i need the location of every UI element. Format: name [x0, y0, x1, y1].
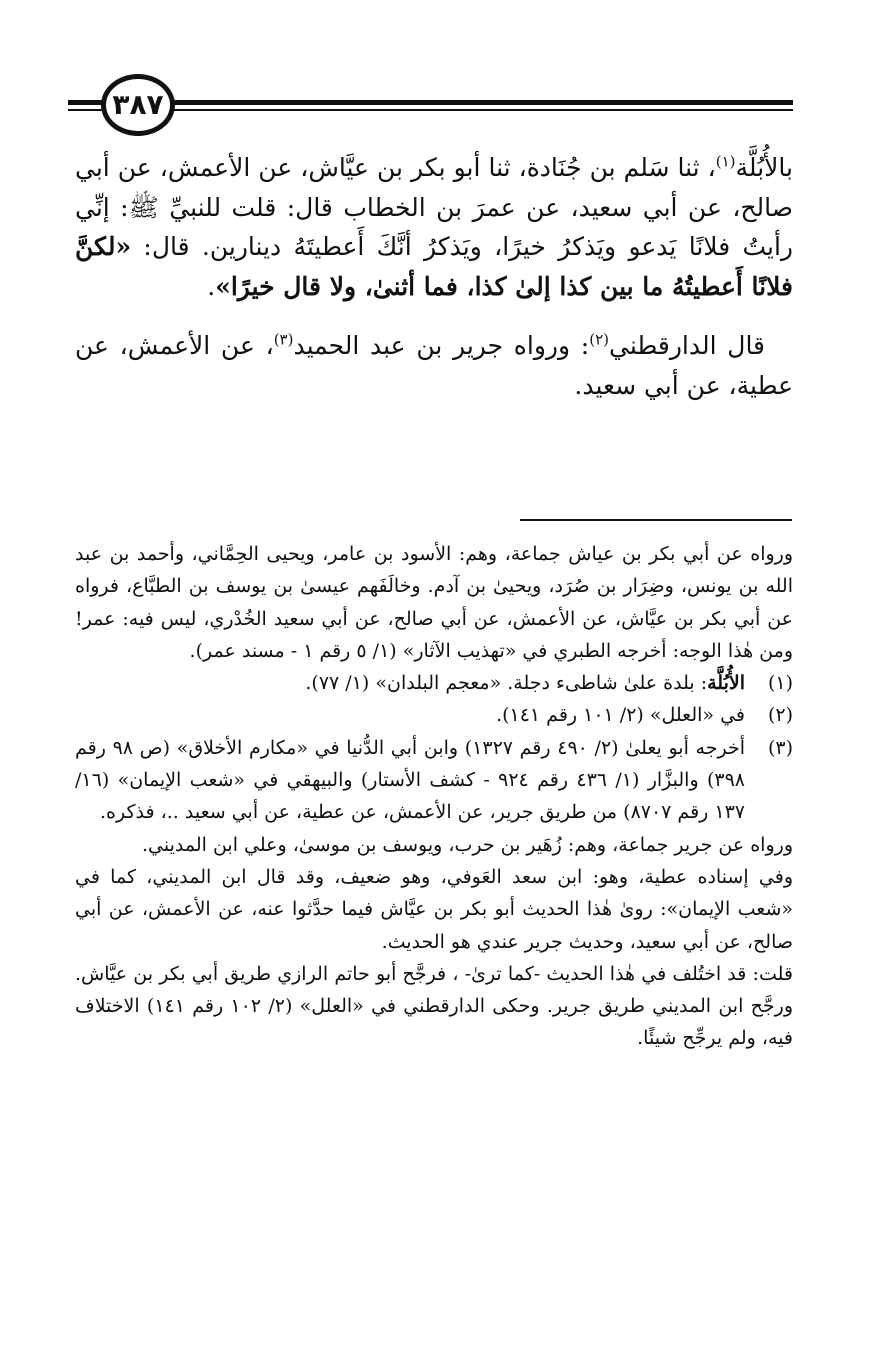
main-text-end: . [207, 271, 216, 301]
footnote-paragraph: وفي إسناده عطية، وهو: ابن سعد العَوفي، وهو ضعيف، وقد قال ابن المديني، كما في «شعب الإيمان»: روىٰ هٰذا الحديث أبو بكر بن عيَّاش فيما حدَّثوا عنه، عن الأعمش، عن أبي صالح، عن أبي سعيد، وحديث جرير عندي هو الحديث. [75, 865, 793, 953]
footnote-paragraph: قلت: قد اختُلف في هٰذا الحديث -كما ترىٰ- ، فرجَّح أبو حاتم الرازي طريق أبي بكر بن عيَّاش. ورجَّح ابن المديني طريق جرير. وحكى الدارقطني في «العلل» (٢/ ١٠٢ رقم ١٤١) الاختلاف فيه، ولم يرجِّح شيئًا. [75, 962, 794, 1050]
main-paragraph-1 [75, 148, 793, 306]
main-paragraph-2 [75, 326, 793, 405]
main-text [75, 148, 793, 405]
footnote-ref-2: (٢) [589, 330, 609, 349]
footnote-1 [75, 667, 793, 699]
footnote-term: الأُبُلَّة [707, 672, 745, 695]
footnote-separator [520, 519, 792, 521]
main-text-segment: ، ثنا سَلم بن جُنَادة، ثنا أبو بكر بن عيَّاش، عن الأعمش، عن أبي صالح، عن أبي سعيد، عن عمرَ بن الخطاب قال: قلت للنبيِّ ﷺ: إنِّي رأيتُ فلانًا يَدعو ويَذكرُ خيرًا، ويَذكرُ أنَّكَ أَعطيتَهُ دينارين. قال: [75, 153, 793, 261]
footnote-ref-1: (١) [715, 152, 736, 171]
main-text-segment: ، عن الأعمش، عن عطية، عن أبي سعيد. [75, 331, 793, 400]
main-text-segment: بالأُبُلَّة [735, 153, 793, 182]
footnotes-section [75, 538, 793, 1055]
footnote-body [75, 667, 745, 699]
header-rule-thick [68, 100, 793, 105]
main-text-segment: قال الدارقطني [609, 331, 766, 360]
footnote-continuation: ورواه عن أبي بكر بن عياش جماعة، وهم: الأسود بن عامر، ويحيى الحِمَّاني، وأحمد بن عبد الله بن يونس، وضِرَار بن صُرَد، ويحيىٰ بن آدم. وخالَفَهم عيسىٰ بن يوسف بن الطبَّاع، فرواه عن أبي بكر بن عيَّاش، عن الأعمش، عن أبي صالح، عن أبي سعيد الخُدْري، ليس فيه: عمر! ومن هٰذا الوجه: أخرجه الطبري في «تهذيب الآثار» (١/ ٥ رقم ١ - مسند عمر). [75, 543, 793, 662]
page-number: ٣٨٧ [112, 88, 164, 121]
footnote-text: أخرجه أبو يعلىٰ (٢/ ٤٩٠ رقم ١٣٢٧) وابن أبي الدُّنيا في «مكارم الأخلاق» (ص ٩٨ رقم ٣٩٨) والبزَّار (١/ ٤٣٦ رقم ٩٢٤ - كشف الأستار) والبيهقي في «شعب الإيمان» (١٦/ ١٣٧ رقم ٨٧٠٧) من طريق جرير، عن الأعمش، عن عطية، عن أبي سعيد ..، فذكره. [75, 736, 745, 824]
main-text-segment: : ورواه جرير بن عبد الحميد [293, 331, 590, 360]
footnote-2 [75, 699, 793, 731]
page-number-badge [101, 74, 175, 136]
footnote-paragraph: ورواه عن جرير جماعة، وهم: زُهَير بن حرب، ويوسف بن موسىٰ، وعلي ابن المديني. [142, 833, 793, 856]
header-rule-thin [68, 109, 793, 111]
footnote-number: (١) [767, 672, 793, 695]
footnote-ref-3: (٣) [273, 330, 294, 349]
hadith-quote: «لكنَّ فلانًا أَعطيتُهُ ما بين كذا إلىٰ كذا، فما أثنىٰ، ولا قال خيرًا» [75, 232, 793, 301]
footnote-number: (٢) [767, 704, 793, 727]
footnote-text: في «العلل» (٢/ ١٠١ رقم ١٤١). [496, 704, 745, 727]
footnote-3 [75, 732, 793, 829]
footnote-text: : بلدة علىٰ شاطىء دجلة. «معجم البلدان» (١/ ٧٧). [305, 672, 708, 695]
footnote-number: (٣) [767, 736, 793, 759]
